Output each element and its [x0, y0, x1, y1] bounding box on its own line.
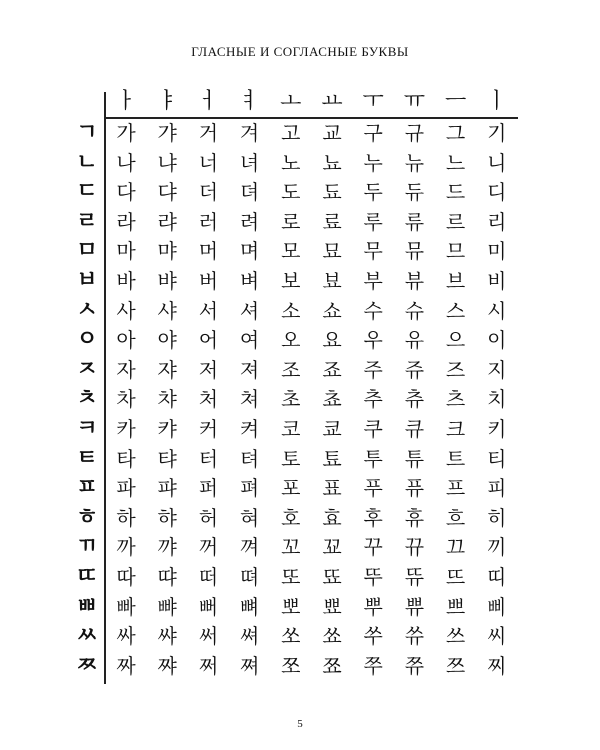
vowel-header: ㅣ: [486, 89, 508, 114]
syllable-cell: 짜: [116, 653, 136, 678]
vowel-header: ㅕ: [238, 89, 261, 114]
consonant-label: ㅊ: [76, 386, 98, 412]
syllable-cell: 스: [445, 298, 466, 323]
syllable-cell: 료: [322, 209, 342, 234]
syllable-cell: 타: [116, 446, 136, 471]
syllable-cell: 사: [116, 298, 136, 323]
syllable-cell: 땨: [157, 565, 177, 589]
syllable-cell: 꾜: [322, 535, 342, 560]
syllable-cell: 써: [198, 624, 219, 649]
syllable-cell: 뚀: [322, 565, 342, 589]
syllable-cell: 퍄: [157, 476, 177, 501]
syllable-cell: 껴: [239, 535, 260, 560]
syllable-cell: 져: [239, 357, 260, 382]
syllable-cell: 펴: [239, 476, 260, 501]
syllable-cell: 너: [198, 150, 219, 175]
syllable-cell: 뚜: [363, 565, 383, 589]
vowel-header: ㅠ: [403, 89, 426, 114]
syllable-cell: 꺼: [198, 535, 219, 560]
syllable-cell: 유: [404, 328, 425, 353]
syllable-cell: 노: [281, 150, 301, 175]
syllable-cell: 쟈: [157, 357, 177, 382]
vowel-header: ㅑ: [156, 89, 178, 114]
syllable-cell: 쑈: [322, 624, 342, 649]
consonant-label: ㄱ: [76, 120, 98, 145]
syllable-cell: 또: [281, 565, 301, 589]
syllable-cell: 조: [281, 357, 301, 382]
syllable-cell: 혀: [239, 505, 260, 530]
page-title: ГЛАСНЫЕ И СОГЛАСНЫЕ БУКВЫ: [191, 44, 409, 59]
syllable-cell: 삐: [487, 594, 507, 619]
syllable-cell: 으: [445, 328, 466, 353]
syllable-cell: 규: [404, 121, 425, 145]
consonant-label: ㅎ: [76, 504, 98, 530]
syllable-cell: 터: [198, 446, 219, 471]
syllable-cell: 쏘: [281, 624, 301, 649]
syllable-cell: 머: [198, 239, 219, 264]
vowel-header: ㅛ: [321, 89, 343, 114]
syllable-cell: 싸: [116, 624, 136, 649]
syllable-cell: 가: [116, 121, 136, 145]
syllable-cell: 뉴: [404, 150, 425, 175]
syllable-cell: 푸: [363, 476, 383, 501]
syllable-cell: 하: [116, 505, 136, 530]
syllable-cell: 라: [116, 209, 136, 234]
syllable-cell: 퓨: [404, 476, 425, 501]
syllable-cell: 쎠: [239, 624, 260, 649]
syllable-cell: 휴: [404, 505, 425, 530]
syllable-cell: 효: [322, 505, 342, 530]
syllable-cell: 고: [281, 121, 301, 145]
syllable-cell: 트: [445, 446, 466, 471]
syllable-cell: 뿌: [363, 594, 383, 619]
syllable-cell: 무: [363, 239, 383, 264]
syllable-cell: 마: [116, 239, 136, 264]
syllable-cell: 랴: [157, 209, 177, 234]
syllable-cell: 쪼: [281, 653, 301, 678]
consonant-label: ㅃ: [76, 593, 98, 619]
syllable-cell: 려: [239, 209, 260, 234]
syllable-cell: 브: [445, 269, 466, 293]
syllable-cell: 버: [198, 269, 219, 293]
syllable-cell: 자: [116, 357, 136, 382]
syllable-cell: 허: [198, 505, 219, 530]
syllable-cell: 쬬: [322, 653, 342, 678]
consonant-label: ㅆ: [76, 623, 98, 649]
consonant-label: ㅅ: [76, 297, 98, 323]
syllable-cell: 호: [281, 505, 301, 530]
syllable-cell: 처: [198, 387, 219, 412]
syllable-cell: 뺘: [157, 594, 177, 619]
syllable-cell: 뾰: [322, 594, 342, 619]
consonant-label: ㅋ: [76, 416, 98, 441]
syllable-cell: 며: [239, 239, 260, 264]
syllable-cell: 요: [322, 328, 342, 353]
syllable-cell: 티: [487, 446, 507, 471]
syllable-cell: 흐: [445, 505, 466, 530]
syllable-cell: 러: [198, 209, 219, 234]
syllable-cell: 뜌: [404, 565, 425, 589]
syllable-cell: 쿄: [322, 417, 342, 441]
syllable-cell: 나: [116, 150, 136, 175]
syllable-cell: 류: [404, 209, 425, 234]
syllable-cell: 먀: [157, 239, 177, 264]
consonant-label: ㄷ: [76, 179, 98, 205]
syllable-cell: 녀: [239, 150, 260, 175]
syllable-cell: 피: [487, 476, 507, 501]
syllable-cell: 냐: [157, 150, 177, 175]
syllable-cell: 떠: [198, 565, 219, 589]
syllable-cell: 파: [116, 476, 136, 501]
vowel-header: ㅗ: [280, 89, 302, 114]
syllable-cell: 보: [281, 269, 301, 293]
syllable-cell: 츄: [404, 387, 425, 412]
consonant-label: ㄴ: [76, 149, 98, 175]
syllable-cell: 코: [281, 417, 301, 441]
syllable-cell: 쁘: [445, 594, 466, 619]
syllable-cell: 뼈: [239, 594, 260, 619]
syllable-cell: 므: [445, 239, 466, 264]
syllable-cell: 씨: [487, 624, 507, 649]
syllable-cell: 표: [322, 476, 342, 501]
syllable-cell: 쮸: [404, 653, 425, 678]
syllable-cell: 두: [363, 180, 383, 205]
syllable-cell: 뻐: [198, 594, 219, 619]
syllable-cell: 로: [281, 209, 301, 234]
syllable-cell: 켜: [239, 417, 260, 441]
syllable-cell: 쌰: [157, 624, 177, 649]
syllable-cell: 치: [487, 387, 507, 412]
syllable-cell: 샤: [157, 298, 177, 323]
syllable-cell: 기: [487, 121, 507, 145]
syllable-cell: 슈: [404, 298, 425, 323]
consonant-label: ㅁ: [76, 238, 98, 264]
syllable-cell: 퍼: [198, 476, 219, 501]
syllable-cell: 부: [363, 269, 383, 293]
syllable-cell: 띠: [487, 565, 507, 589]
consonant-label: ㄹ: [76, 208, 98, 234]
syllable-cell: 다: [116, 180, 136, 205]
syllable-cell: 셔: [239, 298, 260, 323]
syllable-cell: 벼: [239, 269, 260, 293]
syllable-cell: 쭈: [363, 653, 383, 678]
syllable-cell: 서: [198, 298, 219, 323]
syllable-cell: 쨔: [157, 653, 177, 678]
consonant-label: ㅉ: [76, 652, 98, 678]
syllable-cell: 댜: [157, 180, 177, 205]
syllable-cell: 크: [445, 417, 466, 441]
syllable-cell: 꾸: [363, 535, 383, 560]
syllable-cell: 쩌: [198, 653, 219, 678]
syllable-cell: 챠: [157, 387, 177, 412]
syllable-cell: 리: [487, 209, 507, 234]
syllable-cell: 루: [363, 209, 383, 234]
vowel-header: ㅏ: [115, 89, 137, 114]
syllable-cell: 탸: [157, 446, 177, 471]
syllable-cell: 쥬: [404, 357, 425, 382]
syllable-cell: 미: [487, 239, 507, 264]
syllable-cell: 쓰: [445, 624, 466, 649]
syllable-cell: 지: [487, 357, 507, 382]
syllable-cell: 츠: [445, 387, 466, 412]
syllable-cell: 햐: [157, 505, 177, 530]
syllable-cell: 디: [487, 180, 507, 205]
syllable-cell: 후: [363, 505, 383, 530]
consonant-label: ㅇ: [76, 327, 98, 353]
syllable-cell: 텨: [239, 446, 260, 471]
vowel-header: ㅓ: [197, 89, 220, 114]
vowel-header: ㅡ: [444, 89, 467, 114]
syllable-cell: 프: [445, 476, 466, 501]
syllable-cell: 투: [363, 446, 383, 471]
syllable-cell: 죠: [322, 357, 342, 382]
syllable-cell: 아: [116, 328, 136, 353]
syllable-cell: 큐: [404, 417, 425, 441]
syllable-cell: 묘: [322, 239, 342, 264]
syllable-cell: 저: [198, 357, 219, 382]
syllable-cell: 끄: [445, 535, 466, 560]
consonant-label: ㅌ: [76, 445, 98, 471]
syllable-cell: 야: [157, 328, 177, 353]
syllable-cell: 뵤: [322, 269, 342, 293]
syllable-cell: 쓔: [404, 624, 425, 649]
syllable-cell: 쪄: [239, 653, 260, 678]
syllable-cell: 더: [198, 180, 219, 205]
syllable-cell: 키: [487, 417, 507, 441]
syllable-cell: 그: [445, 121, 466, 145]
syllable-cell: 꺄: [157, 535, 177, 560]
consonant-label: ㅍ: [76, 475, 98, 501]
syllable-cell: 수: [363, 298, 383, 323]
syllable-cell: 끼: [487, 535, 507, 560]
syllable-cell: 여: [239, 328, 260, 353]
syllable-cell: 히: [487, 505, 507, 530]
syllable-cell: 바: [116, 269, 136, 293]
syllable-cell: 툐: [322, 446, 342, 471]
syllable-cell: 어: [198, 328, 219, 353]
consonant-label: ㅈ: [76, 356, 98, 382]
syllable-cell: 토: [281, 446, 301, 471]
syllable-cell: 쑤: [363, 624, 383, 649]
consonant-label: ㄲ: [76, 534, 98, 560]
syllable-cell: 뇨: [322, 150, 342, 175]
syllable-cell: 꼬: [281, 535, 301, 560]
consonant-label: ㄸ: [76, 564, 98, 589]
syllable-cell: 르: [445, 209, 466, 234]
syllable-cell: 비: [487, 269, 507, 293]
syllable-cell: 초: [281, 387, 301, 412]
syllable-cell: 뱌: [157, 269, 177, 293]
syllable-cell: 교: [322, 121, 342, 145]
syllable-cell: 구: [363, 121, 383, 145]
syllable-cell: 뷰: [404, 269, 425, 293]
syllable-cell: 누: [363, 150, 383, 175]
syllable-cell: 우: [363, 328, 383, 353]
syllable-cell: 포: [281, 476, 301, 501]
syllable-cell: 따: [116, 565, 136, 589]
syllable-cell: 캬: [157, 417, 177, 441]
syllable-cell: 모: [281, 239, 301, 264]
syllable-cell: 갸: [157, 121, 177, 145]
syllable-cell: 시: [487, 298, 507, 323]
syllable-cell: 뀨: [404, 535, 425, 560]
syllable-cell: 추: [363, 387, 383, 412]
syllable-cell: 겨: [239, 121, 260, 145]
syllable-cell: 뗘: [239, 565, 260, 589]
syllable-cell: 찌: [487, 653, 507, 678]
syllable-cell: 커: [198, 417, 219, 441]
syllable-cell: 뜨: [445, 565, 466, 589]
page-number: 5: [297, 718, 303, 730]
syllable-cell: 즈: [445, 357, 466, 382]
syllable-cell: 까: [116, 535, 136, 560]
syllable-cell: 튜: [404, 446, 425, 471]
hangul-chart: [72, 86, 518, 686]
syllable-cell: 뎌: [239, 180, 260, 205]
vowel-header: ㅜ: [362, 89, 384, 114]
syllable-cell: 오: [281, 328, 301, 353]
consonant-label: ㅂ: [76, 268, 98, 293]
syllable-cell: 쵸: [322, 387, 342, 412]
syllable-cell: 이: [487, 328, 507, 353]
syllable-cell: 느: [445, 150, 466, 175]
syllable-cell: 뮤: [404, 239, 425, 264]
syllable-cell: 드: [445, 180, 466, 205]
syllable-cell: 쀼: [404, 594, 425, 619]
syllable-cell: 쯔: [445, 653, 466, 678]
syllable-cell: 됴: [322, 180, 342, 205]
syllable-cell: 듀: [404, 180, 425, 205]
syllable-cell: 빠: [116, 594, 136, 619]
syllable-cell: 소: [281, 298, 301, 323]
syllable-cell: 카: [116, 417, 136, 441]
syllable-cell: 니: [487, 150, 507, 175]
syllable-cell: 주: [363, 357, 383, 382]
syllable-cell: 쇼: [322, 298, 342, 323]
syllable-cell: 쳐: [239, 387, 260, 412]
syllable-cell: 쿠: [363, 417, 383, 441]
syllable-cell: 도: [281, 180, 301, 205]
syllable-cell: 차: [116, 387, 136, 412]
syllable-cell: 뽀: [281, 594, 301, 619]
syllable-cell: 거: [198, 121, 219, 145]
